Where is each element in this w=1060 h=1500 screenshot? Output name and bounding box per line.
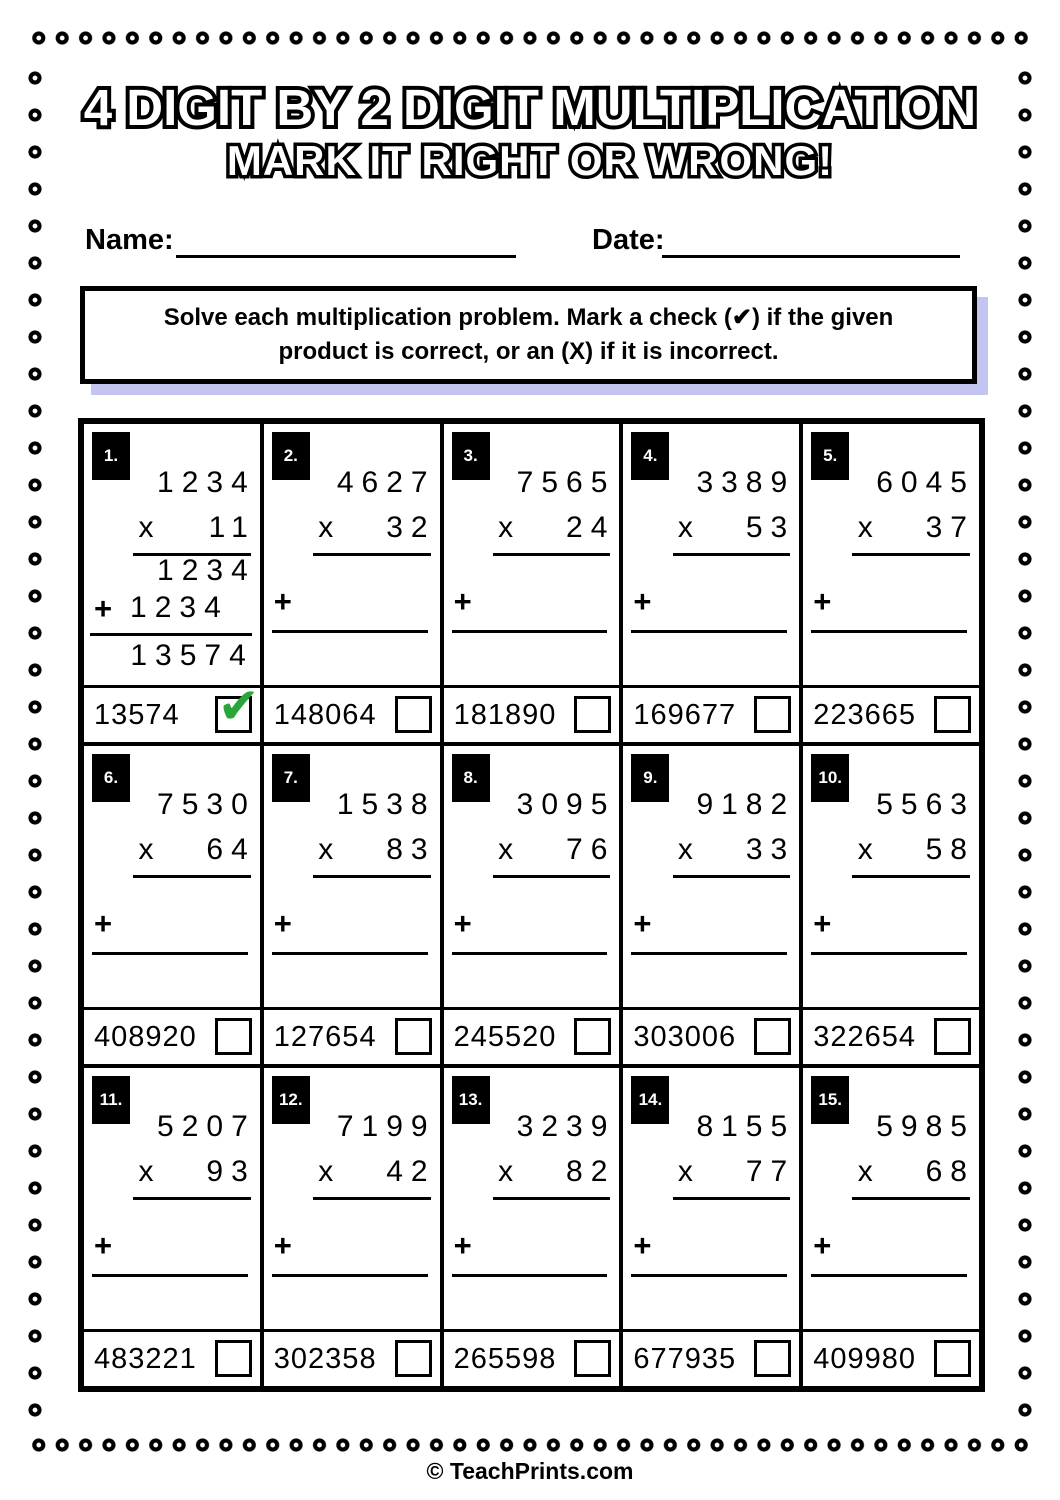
- multiplier-row: [677, 1155, 796, 1189]
- problem-cell: [82, 1066, 262, 1388]
- problem-number: 11.: [99, 1090, 123, 1109]
- multiplier-row: [318, 833, 436, 867]
- multiplication-line: [852, 875, 970, 878]
- multiplier-row: [138, 833, 256, 867]
- answer-strip: [803, 685, 979, 742]
- answer-checkbox[interactable]: [754, 1018, 791, 1055]
- times-sign: x: [677, 833, 693, 866]
- times-sign: x: [318, 511, 334, 544]
- problem-number: 12.: [278, 1090, 303, 1109]
- checkmark-icon: ✔: [217, 677, 260, 735]
- given-product: 223665: [813, 698, 916, 731]
- answer-checkbox[interactable]: [574, 1018, 611, 1055]
- multiplication-line: [493, 875, 611, 878]
- problem-number: 13.: [458, 1090, 483, 1109]
- given-product: 677935: [633, 1342, 737, 1375]
- partial-product-1: 1234: [157, 554, 256, 587]
- work-answer-line[interactable]: [92, 952, 248, 955]
- plus-sign: +: [813, 584, 832, 619]
- work-answer-line[interactable]: [272, 630, 428, 633]
- times-sign: x: [318, 1155, 334, 1188]
- sum-line: [90, 633, 252, 636]
- plus-sign: +: [273, 584, 292, 619]
- answer-strip: [444, 1007, 620, 1064]
- answer-checkbox[interactable]: [934, 1018, 971, 1055]
- answer-strip: [264, 1007, 440, 1064]
- answer-checkbox[interactable]: [574, 1340, 611, 1377]
- multiplier: 83: [386, 833, 436, 866]
- multiplication-line: [852, 553, 970, 556]
- given-product: 148064: [273, 698, 377, 731]
- problem-cell: [621, 1066, 801, 1388]
- problem-area: [444, 424, 620, 685]
- multiplier-row: [498, 833, 616, 867]
- dotted-border-bottom: [26, 1438, 1034, 1452]
- multiplier: 37: [925, 511, 975, 544]
- plus-sign: +: [633, 584, 652, 619]
- multiplier-row: [498, 1155, 616, 1189]
- times-sign: x: [318, 833, 334, 866]
- work-answer-line[interactable]: [811, 1274, 967, 1277]
- answer-strip: [623, 685, 799, 742]
- answer-checkbox[interactable]: [215, 1340, 252, 1377]
- multiplication-line: [313, 875, 431, 878]
- multiplier: 32: [386, 511, 436, 544]
- problem-number: 15.: [818, 1090, 842, 1109]
- multiplication-line: [673, 875, 791, 878]
- multiplicand: 7199: [336, 1110, 436, 1143]
- problem-number: 5.: [823, 446, 838, 465]
- times-sign: x: [857, 1155, 873, 1188]
- multiplier: 11: [208, 511, 256, 544]
- times-sign: x: [138, 833, 154, 866]
- multiplier: 76: [566, 833, 616, 866]
- given-product: 245520: [453, 1020, 557, 1053]
- multiplicand: 7530: [157, 788, 256, 821]
- problem-number-badge: [452, 1076, 490, 1124]
- problem-number: 4.: [643, 446, 658, 465]
- answer-strip: [444, 685, 620, 742]
- times-sign: x: [677, 511, 693, 544]
- plus-sign: +: [94, 906, 113, 941]
- multiplication-line: [133, 1197, 251, 1200]
- given-product: 409980: [813, 1342, 916, 1375]
- answer-checkbox[interactable]: [934, 1340, 971, 1377]
- problem-number: 9.: [643, 768, 658, 787]
- problem-number-badge: [272, 754, 310, 802]
- multiplicand: 3095: [516, 788, 616, 821]
- answer-checkbox[interactable]: [395, 1340, 432, 1377]
- times-sign: x: [138, 1155, 154, 1188]
- problem-area: [264, 1068, 440, 1329]
- problem-cell: [801, 1066, 981, 1388]
- problem-number-badge: [272, 1076, 310, 1124]
- multiplication-line: [673, 1197, 791, 1200]
- problem-area: [623, 746, 799, 1007]
- multiplicand: 6045: [876, 466, 975, 499]
- multiplication-line: [493, 1197, 611, 1200]
- multiplication-line: [673, 553, 791, 556]
- problem-area: [264, 746, 440, 1007]
- problem-number-badge: [631, 1076, 669, 1124]
- multiplicand: 5207: [157, 1110, 256, 1143]
- times-sign: x: [857, 511, 873, 544]
- given-product: 127654: [273, 1020, 377, 1053]
- problem-number-badge: [811, 1076, 849, 1124]
- work-answer-line[interactable]: [811, 952, 967, 955]
- multiplication-line: [133, 875, 251, 878]
- given-product: 13574: [94, 698, 180, 731]
- problem-area: [444, 1068, 620, 1329]
- multiplicand: 3239: [516, 1110, 616, 1143]
- multiplication-line: [313, 1197, 431, 1200]
- plus-sign: +: [273, 1228, 292, 1263]
- answer-checkbox[interactable]: [934, 696, 971, 733]
- work-answer-line[interactable]: [811, 630, 967, 633]
- answer-checkbox[interactable]: [754, 1340, 791, 1377]
- problem-cell: [442, 744, 622, 1066]
- multiplicand: 1234: [157, 466, 256, 499]
- multiplier-row: [857, 833, 975, 867]
- plus-sign: +: [633, 906, 652, 941]
- multiplier-row: [677, 833, 796, 867]
- problem-number-badge: [811, 754, 849, 802]
- multiplier: 64: [206, 833, 256, 866]
- answer-strip: [803, 1007, 979, 1064]
- problem-number-badge: [452, 754, 490, 802]
- times-sign: x: [498, 1155, 514, 1188]
- problem-cell: [442, 1066, 622, 1388]
- problem-cell: [82, 422, 262, 744]
- multiplier: 93: [206, 1155, 256, 1188]
- plus-sign: +: [633, 1228, 652, 1263]
- multiplier-row: [318, 1155, 436, 1189]
- work-answer-line[interactable]: [92, 1274, 248, 1277]
- multiplicand: 3389: [696, 466, 796, 499]
- answer-strip: [264, 685, 440, 742]
- multiplicand: 8155: [696, 1110, 796, 1143]
- problem-area: [803, 746, 979, 1007]
- multiplier-row: [857, 1155, 975, 1189]
- dotted-border-left: [28, 58, 42, 1430]
- dotted-border-right: [1018, 58, 1032, 1430]
- work-answer-line[interactable]: [272, 952, 428, 955]
- times-sign: x: [498, 511, 514, 544]
- plus-sign: +: [94, 1228, 113, 1263]
- plus-sign: +: [453, 1228, 472, 1263]
- work-answer-line[interactable]: [272, 1274, 428, 1277]
- given-product: 265598: [453, 1342, 557, 1375]
- plus-sign: +: [453, 906, 472, 941]
- work-answer-line[interactable]: [452, 630, 608, 633]
- given-product: 302358: [273, 1342, 377, 1375]
- problems-grid: [78, 418, 985, 1392]
- multiplier: 33: [745, 833, 796, 866]
- page-title: 4 DIGIT BY 2 DIGIT MULTIPLICATION 4 DIGIT BY 2 DIGIT MULTIPLICATION: [0, 78, 1060, 137]
- problem-number-badge: [811, 432, 849, 480]
- problem-cell: [82, 744, 262, 1066]
- problem-cell: [262, 422, 442, 744]
- times-sign: x: [498, 833, 514, 866]
- answer-strip: [444, 1329, 620, 1386]
- plus-sign: +: [94, 591, 113, 626]
- problem-cell: [801, 422, 981, 744]
- problem-cell: [621, 744, 801, 1066]
- problem-number: 6.: [103, 768, 119, 787]
- multiplier: 58: [925, 833, 975, 866]
- work-answer-line[interactable]: [452, 1274, 608, 1277]
- plus-sign: +: [273, 906, 292, 941]
- multiplier: 82: [566, 1155, 616, 1188]
- dotted-border-top: [26, 31, 1034, 45]
- answer-checkbox[interactable]: [215, 1018, 252, 1055]
- problem-number: 7.: [283, 768, 298, 787]
- multiplication-line: [493, 553, 611, 556]
- work-answer-line[interactable]: [631, 952, 787, 955]
- times-sign: x: [677, 1155, 693, 1188]
- problem-number-badge: [92, 754, 130, 802]
- multiplier: 77: [745, 1155, 796, 1188]
- problem-area: [84, 424, 260, 685]
- problem-area: [84, 746, 260, 1007]
- multiplier: 68: [925, 1155, 975, 1188]
- problem-area: [803, 1068, 979, 1329]
- partial-product-2: 1234: [130, 591, 229, 624]
- multiplication-line: [313, 553, 431, 556]
- problem-number: 10.: [818, 768, 842, 787]
- multiplicand: 9182: [696, 788, 796, 821]
- multiplier-row: [677, 511, 796, 545]
- answer-strip: [84, 1329, 260, 1386]
- date-input-line[interactable]: [662, 222, 960, 258]
- multiplicand: 4627: [336, 466, 436, 499]
- problem-area: [444, 746, 620, 1007]
- work-answer-line[interactable]: [631, 1274, 787, 1277]
- problem-cell: [442, 422, 622, 744]
- plus-sign: +: [453, 584, 472, 619]
- multiplicand: 1538: [336, 788, 436, 821]
- multiplier-row: [857, 511, 975, 545]
- answer-checkbox[interactable]: [395, 1018, 432, 1055]
- given-product: 322654: [813, 1020, 916, 1053]
- answer-checkbox[interactable]: [574, 696, 611, 733]
- plus-sign: +: [813, 1228, 832, 1263]
- instructions-text: Solve each multiplication problem. Mark a check (✔) if the given product is correct, or an (X) if it is incorrect.: [163, 304, 894, 366]
- problem-cell: [262, 744, 442, 1066]
- problem-cell: [621, 422, 801, 744]
- answer-strip: [84, 1007, 260, 1064]
- multiplier: 53: [745, 511, 796, 544]
- problem-number: 14.: [638, 1090, 663, 1109]
- multiplier-row: [318, 511, 436, 545]
- footer-credit: © TeachPrints.com: [426, 1458, 634, 1484]
- problem-cell: [801, 744, 981, 1066]
- given-product: 408920: [94, 1020, 197, 1053]
- problem-area: [264, 424, 440, 685]
- answer-strip: [623, 1007, 799, 1064]
- multiplier: 24: [566, 511, 616, 544]
- multiplicand: 5985: [876, 1110, 975, 1143]
- problem-area: [84, 1068, 260, 1329]
- answer-strip: [84, 677, 260, 742]
- given-product: 303006: [633, 1020, 737, 1053]
- work-answer-line[interactable]: [452, 952, 608, 955]
- problem-area: [623, 424, 799, 685]
- times-sign: x: [857, 833, 873, 866]
- problem-number: 1.: [103, 446, 119, 465]
- problem-number: 8.: [463, 768, 478, 787]
- problem-number-badge: [631, 754, 669, 802]
- multiplication-line: [852, 1197, 970, 1200]
- answer-strip: [803, 1329, 979, 1386]
- multiplier-row: [138, 511, 256, 545]
- multiplicand: 5563: [876, 788, 975, 821]
- multiplicand: 7565: [516, 466, 616, 499]
- problem-number-badge: [92, 432, 130, 480]
- multiplier-row: [498, 511, 616, 545]
- name-input-line[interactable]: [176, 222, 516, 258]
- problem-number: 2.: [283, 446, 298, 465]
- date-label: Date:: [592, 224, 665, 256]
- answer-checkbox[interactable]: [395, 696, 432, 733]
- times-sign: x: [138, 511, 154, 544]
- name-label: Name:: [85, 224, 174, 256]
- problem-number-badge: [631, 432, 669, 480]
- problem-number-badge: [452, 432, 490, 480]
- plus-sign: +: [813, 906, 832, 941]
- problem-number-badge: [272, 432, 310, 480]
- answer-checkbox[interactable]: [215, 677, 260, 735]
- multiplier-row: [138, 1155, 256, 1189]
- given-product: 181890: [453, 698, 557, 731]
- work-sum: 13574: [130, 639, 254, 672]
- answer-strip: [264, 1329, 440, 1386]
- page-subtitle: MARK IT RIGHT OR WRONG! MARK IT RIGHT OR WRONG!: [0, 137, 1060, 185]
- problem-area: [803, 424, 979, 685]
- multiplier: 42: [386, 1155, 436, 1188]
- answer-strip: [623, 1329, 799, 1386]
- problem-area: [623, 1068, 799, 1329]
- work-answer-line[interactable]: [631, 630, 787, 633]
- instructions-box: [80, 286, 977, 384]
- given-product: 169677: [633, 698, 737, 731]
- answer-checkbox[interactable]: [754, 696, 791, 733]
- problem-number-badge: [92, 1076, 130, 1124]
- given-product: 483221: [94, 1342, 197, 1375]
- problem-number: 3.: [463, 446, 478, 465]
- problem-cell: [262, 1066, 442, 1388]
